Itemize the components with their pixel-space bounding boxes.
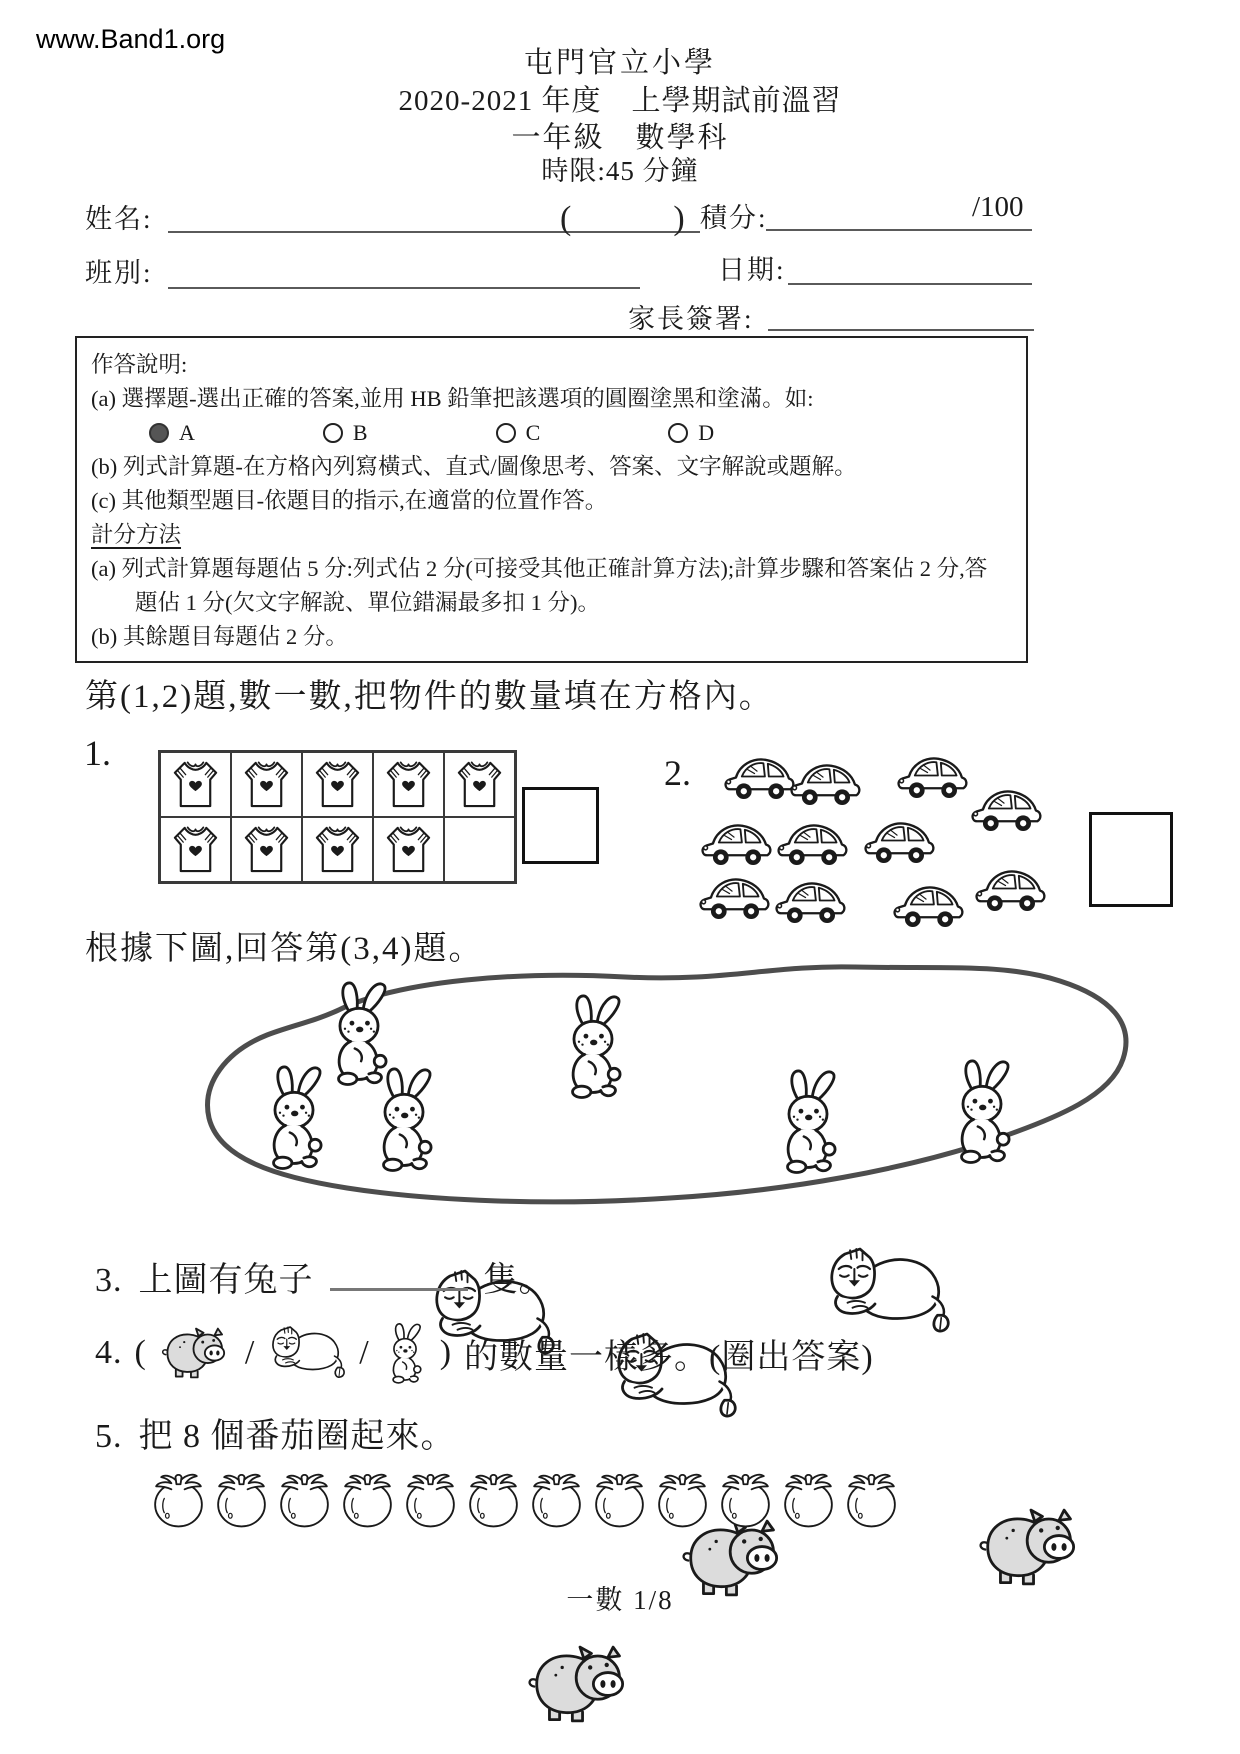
- shirt-icon: [452, 758, 507, 811]
- tomato-icon[interactable]: [777, 1468, 840, 1531]
- shirt-icon: [310, 758, 365, 811]
- shirt-grid-cell: [160, 817, 231, 882]
- q4-separator: /: [244, 1334, 256, 1371]
- tomato-icon[interactable]: [210, 1468, 273, 1531]
- car-icon: [721, 751, 796, 802]
- lion-choice-icon[interactable]: [267, 1324, 347, 1382]
- answer-bubble: [149, 423, 169, 443]
- scoring-line-a2: 題佔 1 分(欠文字解說、單位錯漏最多扣 1 分)。: [135, 590, 600, 615]
- car-icon: [890, 879, 965, 930]
- car-icon: [894, 750, 969, 801]
- q2-answer-box[interactable]: [1089, 812, 1173, 907]
- scoring-title: 計分方法: [91, 522, 182, 547]
- grade-subject: 一年級 數學科: [511, 122, 729, 154]
- q4-text-after: 的數量一樣多。(圈出答案): [464, 1338, 874, 1376]
- rabbit-icon: [254, 1062, 334, 1172]
- time-limit: 時限:45 分鐘: [541, 156, 699, 186]
- rabbit-icon: [942, 1056, 1022, 1166]
- q5-row: [95, 1408, 456, 1457]
- instruction-line-a: (a) 選擇題-選出正確的答案,並用 HB 鉛筆把該選項的圓圈塗黑和塗滿。如:: [91, 386, 814, 411]
- shirt-grid-cell: [373, 752, 444, 817]
- option-label: A: [179, 420, 195, 445]
- section1-heading: 第(1,2)題,數一數,把物件的數量填在方格內。: [85, 679, 774, 715]
- shirt-icon: [168, 823, 223, 876]
- tomato-icon[interactable]: [714, 1468, 777, 1531]
- tomato-icon[interactable]: [588, 1468, 651, 1531]
- instruction-line-c: (c) 其他類型題目-依題目的指示,在適當的位置作答。: [91, 488, 608, 513]
- pig-icon: [524, 1642, 636, 1726]
- shirt-grid-cell: [302, 817, 373, 882]
- tomato-icon[interactable]: [840, 1468, 903, 1531]
- car-icon: [772, 875, 847, 926]
- q3-answer-blank[interactable]: [330, 1252, 468, 1291]
- date-label: 日期:: [718, 255, 786, 285]
- shirt-grid-cell: [444, 752, 515, 817]
- q3-number: 3.: [95, 1262, 123, 1299]
- instruction-line-b: (b) 列式計算題-在方格內列寫橫式、直式/圖像思考、答案、文字解說或題解。: [91, 454, 857, 479]
- shirt-icon: [381, 758, 436, 811]
- car-icon: [774, 817, 849, 868]
- shirt-icon: [381, 823, 436, 876]
- school-name: 屯門官立小學: [523, 47, 716, 79]
- class-line[interactable]: [168, 287, 640, 289]
- score-label: 積分:: [700, 203, 768, 233]
- car-icon: [861, 815, 936, 866]
- car-icon: [972, 863, 1047, 914]
- animal-diagram: [195, 955, 1145, 1225]
- option-label: B: [352, 420, 368, 445]
- q4-open-paren: (: [134, 1334, 147, 1371]
- shirt-grid-cell: [302, 752, 373, 817]
- cars-area: [680, 740, 1080, 930]
- section2-heading: 根據下圖,回答第(3,4)題。: [85, 931, 484, 967]
- parent-sign-line[interactable]: [768, 329, 1034, 331]
- tomato-icon[interactable]: [525, 1468, 588, 1531]
- instructions-box: [75, 336, 1028, 663]
- rabbit-icon: [364, 1064, 444, 1174]
- q5-text: 把 8 個番茄圈起來。: [138, 1418, 456, 1455]
- scoring-line-a1: (a) 列式計算題每題佔 5 分:列式佔 2 分(可接受其他正確計算方法);計算步驟和答案佔 2 分,答: [91, 556, 988, 581]
- q3-text-after: 隻。: [483, 1262, 554, 1299]
- car-icon: [698, 817, 773, 868]
- name-label: 姓名:: [85, 204, 153, 234]
- pigs-group: [195, 1495, 1145, 1754]
- q4-row: [95, 1310, 874, 1396]
- rabbit-choice-icon[interactable]: [382, 1321, 428, 1385]
- car-icon: [696, 871, 771, 922]
- rabbit-icon: [768, 1066, 848, 1176]
- option-b: [323, 416, 368, 450]
- watermark: www.Band1.org: [36, 24, 226, 54]
- option-c: [496, 416, 541, 450]
- shirt-icon: [168, 758, 223, 811]
- option-d: [668, 416, 714, 450]
- q4-separator: /: [359, 1334, 370, 1371]
- tomato-icon[interactable]: [147, 1468, 210, 1531]
- q1-answer-box[interactable]: [522, 787, 599, 864]
- parent-sign-label: 家長簽署:: [628, 304, 754, 334]
- shirt-grid-cell: [444, 817, 515, 882]
- score-total: /100: [972, 191, 1024, 223]
- q3-text-before: 上圖有兔子: [138, 1262, 314, 1299]
- tomato-icon[interactable]: [651, 1468, 714, 1531]
- q5-number: 5.: [95, 1418, 123, 1455]
- shirt-grid: [158, 750, 517, 884]
- tomato-icon[interactable]: [273, 1468, 336, 1531]
- tomato-icon[interactable]: [336, 1468, 399, 1531]
- page-footer: 一數 1/8: [566, 1585, 674, 1615]
- rabbits-group: [195, 955, 1145, 1225]
- answer-bubble: [323, 423, 343, 443]
- shirt-grid-cell: [373, 817, 444, 882]
- q4-number: 4.: [95, 1334, 123, 1371]
- car-icon: [968, 783, 1043, 834]
- date-line[interactable]: [788, 283, 1032, 285]
- q1-number: 1.: [84, 733, 111, 773]
- shirt-icon: [239, 823, 294, 876]
- answer-bubble: [668, 423, 688, 443]
- instructions-title: 作答說明:: [91, 352, 188, 377]
- name-parens: ( ): [560, 200, 685, 237]
- shirt-icon: [239, 758, 294, 811]
- option-label: C: [525, 420, 541, 445]
- shirt-icon: [310, 823, 365, 876]
- tomato-row: [147, 1468, 903, 1531]
- q2-number: 2.: [664, 753, 691, 793]
- shirt-grid-cell: [231, 817, 302, 882]
- option-a: [149, 416, 195, 450]
- class-label: 班別:: [85, 258, 153, 288]
- tomato-icon[interactable]: [462, 1468, 525, 1531]
- score-line[interactable]: [766, 229, 1032, 231]
- shirt-grid-cell: [160, 752, 231, 817]
- answer-bubble: [496, 423, 516, 443]
- car-icon: [787, 757, 862, 808]
- pig-choice-icon[interactable]: [159, 1325, 233, 1381]
- rabbit-icon: [553, 991, 633, 1101]
- tomato-icon[interactable]: [399, 1468, 462, 1531]
- shirt-grid-cell: [231, 752, 302, 817]
- term-title: 2020-2021 年度 上學期試前溫習: [398, 85, 842, 117]
- option-label: D: [698, 420, 715, 445]
- q4-close-paren: ): [439, 1334, 453, 1371]
- pig-icon: [975, 1505, 1087, 1589]
- q3-row: [95, 1252, 554, 1301]
- scoring-line-b: (b) 其餘題目每題佔 2 分。: [91, 624, 348, 649]
- answer-example-row: [149, 416, 1012, 450]
